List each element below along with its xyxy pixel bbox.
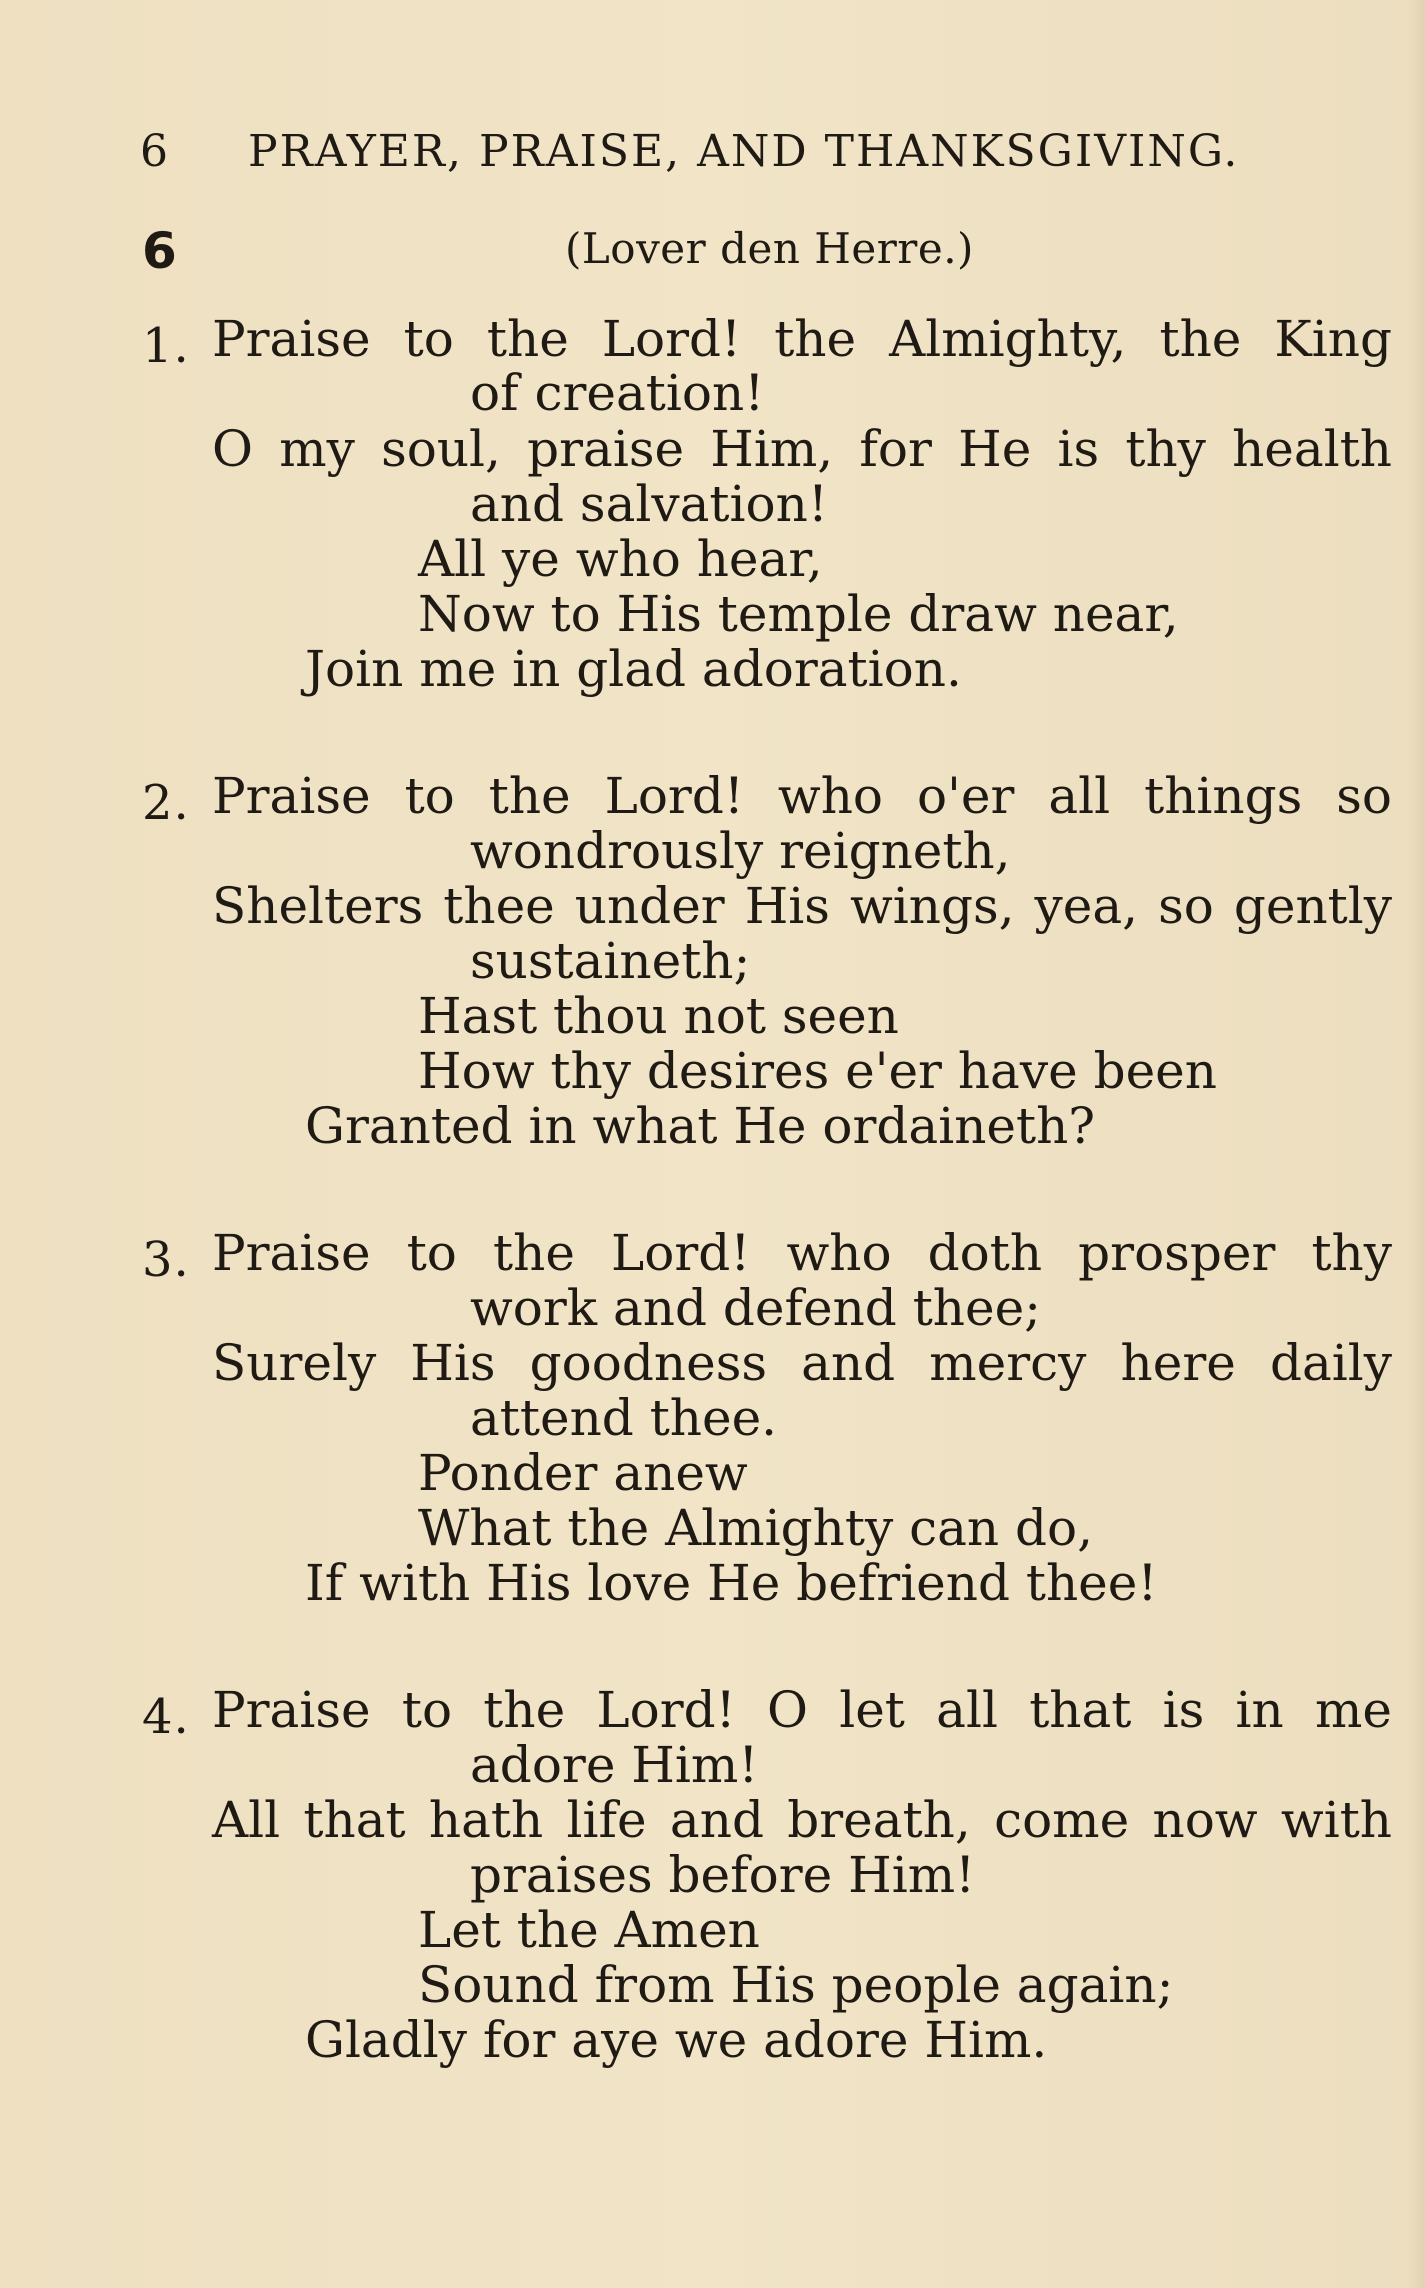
stanza-line: Praise to the Lord! O let all that is in me — [212, 1681, 1392, 1739]
stanza-line: attend thee. — [470, 1389, 778, 1447]
stanza-line: All that hath life and breath, come now with — [212, 1791, 1392, 1849]
stanza-line: Gladly for aye we adore Him. — [305, 2011, 1048, 2069]
stanza-line: praises before Him! — [470, 1846, 976, 1904]
page-edge-shadow — [1407, 0, 1425, 2288]
stanza-line: What the Almighty can do, — [418, 1499, 1094, 1557]
stanza-line: Surely His goodness and mercy here daily — [212, 1334, 1392, 1392]
stanza-line: Shelters thee under His wings, yea, so gently — [212, 877, 1392, 935]
stanza-line: sustaineth; — [470, 932, 751, 990]
stanza-line: Granted in what He ordaineth? — [305, 1097, 1096, 1155]
stanza-line: adore Him! — [470, 1736, 759, 1794]
page-number: 6 — [140, 126, 169, 177]
stanza-line: Now to His temple draw near, — [418, 585, 1179, 643]
stanza-line: Hast thou not seen — [418, 987, 899, 1045]
stanza-line: wondrously reigneth, — [470, 822, 1011, 880]
stanza-line: Join me in glad adoration. — [305, 640, 962, 698]
hymn-number: 6 — [142, 222, 177, 280]
stanza-line: Praise to the Lord! who o'er all things so — [212, 767, 1392, 825]
running-title: PRAYER, PRAISE, AND THANKSGIVING. — [248, 126, 1240, 177]
stanza-number: 1. — [142, 318, 190, 374]
stanza-number: 4. — [142, 1689, 190, 1745]
tune-name: (Lover den Herre.) — [565, 224, 974, 273]
stanza-line: Let the Amen — [418, 1901, 760, 1959]
stanza-line: Praise to the Lord! who doth prosper thy — [212, 1224, 1392, 1282]
stanza-line: O my soul, praise Him, for He is thy health — [212, 420, 1392, 478]
stanza-line: How thy desires e'er have been — [418, 1042, 1217, 1100]
stanza-line: and salvation! — [470, 475, 828, 533]
stanza-number: 2. — [142, 775, 190, 831]
stanza-line: All ye who hear, — [418, 530, 823, 588]
stanza-number: 3. — [142, 1232, 190, 1288]
stanza-line: work and defend thee; — [470, 1279, 1042, 1337]
stanza-line: Ponder anew — [418, 1444, 748, 1502]
stanza-line: Praise to the Lord! the Almighty, the King — [212, 310, 1392, 368]
stanza-line: If with His love He befriend thee! — [305, 1554, 1158, 1612]
stanza-line: of creation! — [470, 364, 765, 422]
stanza-line: Sound from His people again; — [418, 1956, 1174, 2014]
